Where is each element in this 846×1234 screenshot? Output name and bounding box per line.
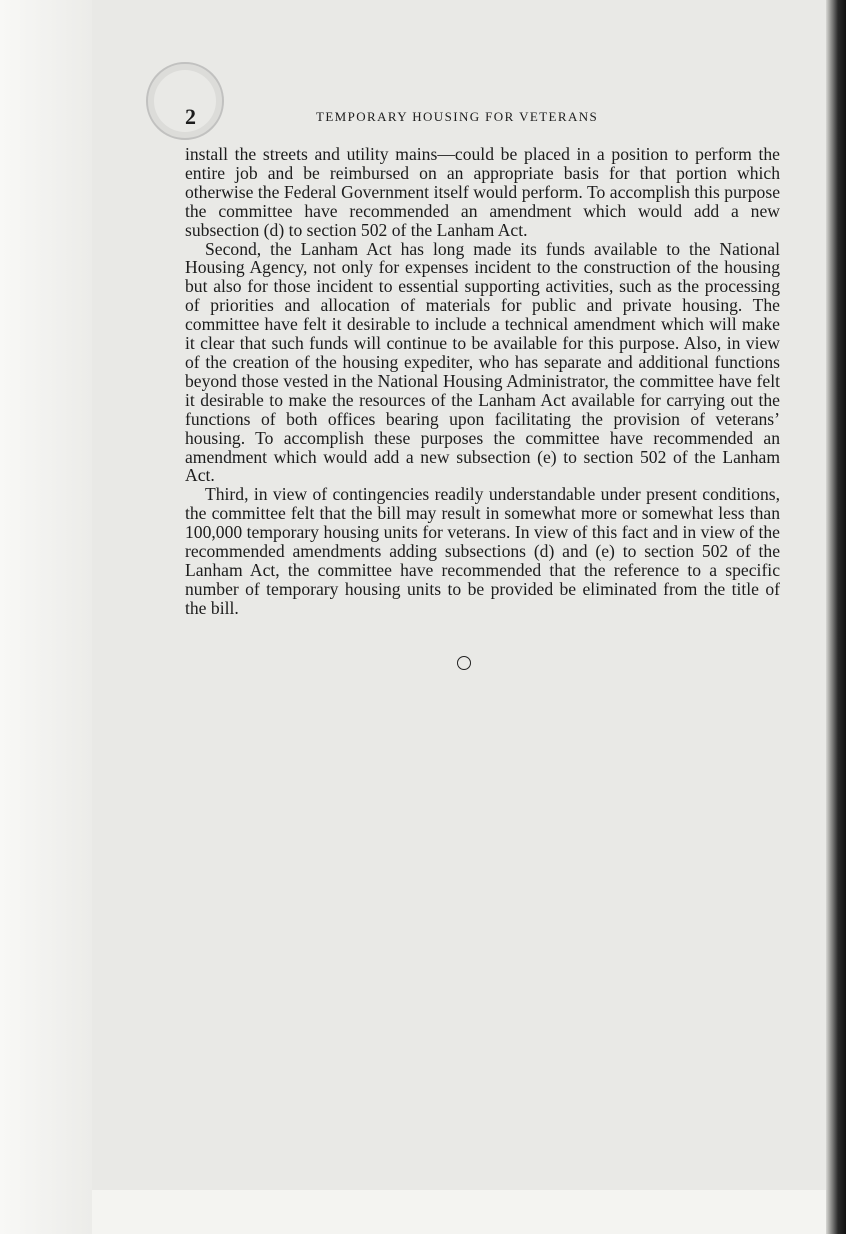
scan-margin-left [0, 0, 92, 1234]
running-head: TEMPORARY HOUSING FOR VETERANS [316, 109, 599, 124]
paragraph-continued: install the streets and utility mains—could be placed in a position to perform the entire job and be reimbursed on an appropriate basis for that portion which otherwise the Federal Government itself would perform. To accomplish this purpose the committee have recommended an amendment which would add a new subsection (d) to section 502 of the Lanham Act. [185, 144, 780, 240]
body-text [185, 145, 780, 618]
end-of-document-mark [457, 656, 471, 670]
paragraph-second: Second, the Lanham Act has long made its funds available to the National Housing Agency, not only for expenses incident to the construction of the housing but also for those incident to essential supporting activities, such as the processing of priorities and allocation of materials for public and private housing. The committee have felt it desirable to include a technical amendment which will make it clear that such funds will continue to be available for this purpose. Also, in view of the creation of the housing expediter, who has separate and additional functions beyond those vested in the National Housing Administrator, the committee have felt it desirable to make the resources of the Lanham Act available for carrying out the functions of both offices bearing upon facilitating the provision of veterans’ housing. To accomplish these purposes the committee have recommended an amendment which would add a new subsection (e) to section 502 of the Lanham Act. [185, 238, 780, 486]
scan-edge-right [826, 0, 846, 1234]
paragraph-third: Third, in view of contingencies readily understandable under present conditions, the committee felt that the bill may result in somewhat more or somewhat less than 100,000 temporary housing units for veterans. In view of this fact and in view of the recommended amendments adding subsections (d) and (e) to section 502 of the Lanham Act, the committee have recommended that the reference to a specific number of temporary housing units to be provided be eliminated from the title of the bill. [185, 484, 780, 618]
page-number: 2 [185, 104, 196, 129]
